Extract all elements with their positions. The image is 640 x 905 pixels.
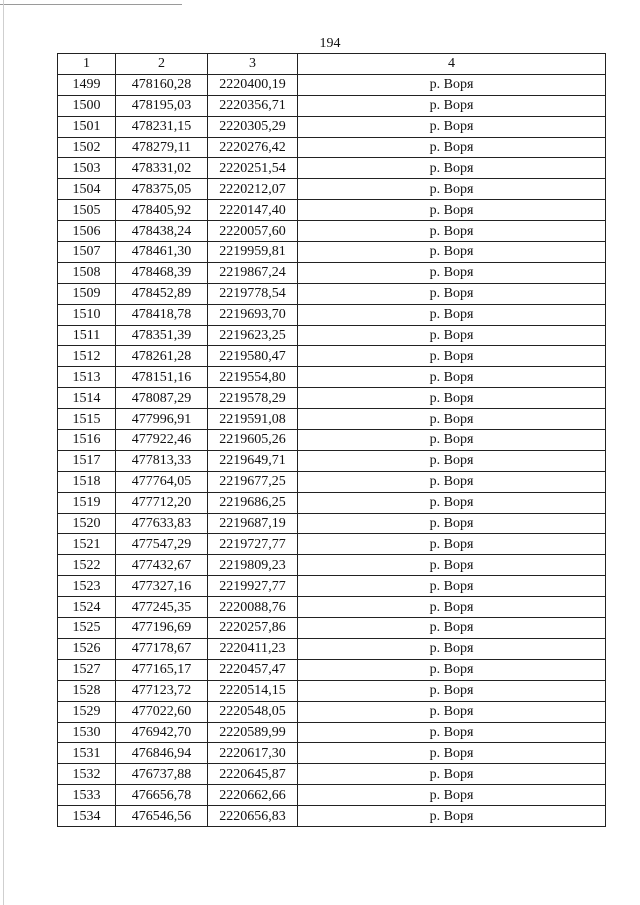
- description-cell: р. Воря: [298, 555, 606, 576]
- table-row: [58, 346, 606, 367]
- table-row: [58, 221, 606, 242]
- y-coordinate-cell: 2220457,47: [208, 659, 298, 680]
- point-number-cell: 1511: [58, 325, 116, 346]
- x-coordinate-cell: 478195,03: [116, 95, 208, 116]
- point-number-cell: 1506: [58, 221, 116, 242]
- table-row: [58, 659, 606, 680]
- y-coordinate-cell: 2220088,76: [208, 597, 298, 618]
- page-number: 194: [319, 36, 341, 51]
- y-coordinate-cell: 2219591,08: [208, 409, 298, 430]
- description-cell: р. Воря: [298, 638, 606, 659]
- point-number-cell: 1530: [58, 722, 116, 743]
- table-row: [58, 722, 606, 743]
- point-number-cell: 1522: [58, 555, 116, 576]
- y-coordinate-cell: 2219580,47: [208, 346, 298, 367]
- table-row: [58, 680, 606, 701]
- description-cell: р. Воря: [298, 513, 606, 534]
- point-number-cell: 1532: [58, 764, 116, 785]
- description-cell: р. Воря: [298, 471, 606, 492]
- x-coordinate-cell: 478151,16: [116, 367, 208, 388]
- table-row: [58, 409, 606, 430]
- description-cell: р. Воря: [298, 576, 606, 597]
- y-coordinate-cell: 2219959,81: [208, 242, 298, 263]
- y-coordinate-cell: 2219778,54: [208, 283, 298, 304]
- description-cell: р. Воря: [298, 450, 606, 471]
- x-coordinate-cell: 476546,56: [116, 806, 208, 827]
- x-coordinate-cell: 477327,16: [116, 576, 208, 597]
- table-row: [58, 137, 606, 158]
- table-body: [58, 74, 606, 826]
- x-coordinate-cell: 478279,11: [116, 137, 208, 158]
- description-cell: р. Воря: [298, 325, 606, 346]
- description-cell: р. Воря: [298, 367, 606, 388]
- description-cell: р. Воря: [298, 242, 606, 263]
- description-cell: р. Воря: [298, 388, 606, 409]
- table-row: [58, 471, 606, 492]
- y-coordinate-cell: 2220356,71: [208, 95, 298, 116]
- y-coordinate-cell: 2219686,25: [208, 492, 298, 513]
- x-coordinate-cell: 477633,83: [116, 513, 208, 534]
- table-row: [58, 200, 606, 221]
- table-row: [58, 450, 606, 471]
- table-row: [58, 262, 606, 283]
- point-number-cell: 1519: [58, 492, 116, 513]
- y-coordinate-cell: 2219623,25: [208, 325, 298, 346]
- y-coordinate-cell: 2219693,70: [208, 304, 298, 325]
- x-coordinate-cell: 478351,39: [116, 325, 208, 346]
- description-cell: р. Воря: [298, 158, 606, 179]
- column-header-4: 4: [298, 54, 606, 75]
- description-cell: р. Воря: [298, 262, 606, 283]
- description-cell: р. Воря: [298, 116, 606, 137]
- description-cell: р. Воря: [298, 701, 606, 722]
- point-number-cell: 1503: [58, 158, 116, 179]
- description-cell: р. Воря: [298, 304, 606, 325]
- table-row: [58, 806, 606, 827]
- y-coordinate-cell: 2220656,83: [208, 806, 298, 827]
- column-header-1: 1: [58, 54, 116, 75]
- description-cell: р. Воря: [298, 764, 606, 785]
- x-coordinate-cell: 476737,88: [116, 764, 208, 785]
- x-coordinate-cell: 476656,78: [116, 785, 208, 806]
- coordinates-table: [57, 53, 606, 827]
- description-cell: р. Воря: [298, 221, 606, 242]
- table-row: [58, 325, 606, 346]
- x-coordinate-cell: 478261,28: [116, 346, 208, 367]
- x-coordinate-cell: 477432,67: [116, 555, 208, 576]
- table-row: [58, 116, 606, 137]
- description-cell: р. Воря: [298, 409, 606, 430]
- x-coordinate-cell: 478461,30: [116, 242, 208, 263]
- table-row: [58, 158, 606, 179]
- x-coordinate-cell: 478231,15: [116, 116, 208, 137]
- x-coordinate-cell: 478405,92: [116, 200, 208, 221]
- description-cell: р. Воря: [298, 430, 606, 451]
- x-coordinate-cell: 478375,05: [116, 179, 208, 200]
- y-coordinate-cell: 2220645,87: [208, 764, 298, 785]
- x-coordinate-cell: 478468,39: [116, 262, 208, 283]
- point-number-cell: 1527: [58, 659, 116, 680]
- table-row: [58, 304, 606, 325]
- description-cell: р. Воря: [298, 806, 606, 827]
- x-coordinate-cell: 476846,94: [116, 743, 208, 764]
- y-coordinate-cell: 2220057,60: [208, 221, 298, 242]
- x-coordinate-cell: 477712,20: [116, 492, 208, 513]
- x-coordinate-cell: 477178,67: [116, 638, 208, 659]
- y-coordinate-cell: 2219605,26: [208, 430, 298, 451]
- y-coordinate-cell: 2220251,54: [208, 158, 298, 179]
- x-coordinate-cell: 477196,69: [116, 618, 208, 639]
- table-row: [58, 743, 606, 764]
- point-number-cell: 1505: [58, 200, 116, 221]
- point-number-cell: 1504: [58, 179, 116, 200]
- description-cell: р. Воря: [298, 74, 606, 95]
- table-row: [58, 764, 606, 785]
- point-number-cell: 1512: [58, 346, 116, 367]
- column-header-2: 2: [116, 54, 208, 75]
- description-cell: р. Воря: [298, 680, 606, 701]
- y-coordinate-cell: 2219554,80: [208, 367, 298, 388]
- point-number-cell: 1510: [58, 304, 116, 325]
- point-number-cell: 1515: [58, 409, 116, 430]
- table-row: [58, 367, 606, 388]
- y-coordinate-cell: 2219809,23: [208, 555, 298, 576]
- table-row: [58, 513, 606, 534]
- y-coordinate-cell: 2220514,15: [208, 680, 298, 701]
- y-coordinate-cell: 2220617,30: [208, 743, 298, 764]
- point-number-cell: 1500: [58, 95, 116, 116]
- table-row: [58, 576, 606, 597]
- y-coordinate-cell: 2220411,23: [208, 638, 298, 659]
- x-coordinate-cell: 478418,78: [116, 304, 208, 325]
- description-cell: р. Воря: [298, 492, 606, 513]
- y-coordinate-cell: 2220400,19: [208, 74, 298, 95]
- point-number-cell: 1514: [58, 388, 116, 409]
- y-coordinate-cell: 2220548,05: [208, 701, 298, 722]
- point-number-cell: 1516: [58, 430, 116, 451]
- x-coordinate-cell: 477245,35: [116, 597, 208, 618]
- table-row: [58, 534, 606, 555]
- x-coordinate-cell: 478452,89: [116, 283, 208, 304]
- y-coordinate-cell: 2220589,99: [208, 722, 298, 743]
- table-row: [58, 618, 606, 639]
- x-coordinate-cell: 478160,28: [116, 74, 208, 95]
- table-row: [58, 283, 606, 304]
- x-coordinate-cell: 478331,02: [116, 158, 208, 179]
- description-cell: р. Воря: [298, 283, 606, 304]
- x-coordinate-cell: 478087,29: [116, 388, 208, 409]
- description-cell: р. Воря: [298, 200, 606, 221]
- point-number-cell: 1531: [58, 743, 116, 764]
- table-row: [58, 388, 606, 409]
- table-row: [58, 95, 606, 116]
- table-row: [58, 242, 606, 263]
- x-coordinate-cell: 477165,17: [116, 659, 208, 680]
- y-coordinate-cell: 2220276,42: [208, 137, 298, 158]
- y-coordinate-cell: 2219649,71: [208, 450, 298, 471]
- point-number-cell: 1528: [58, 680, 116, 701]
- x-coordinate-cell: 478438,24: [116, 221, 208, 242]
- y-coordinate-cell: 2220305,29: [208, 116, 298, 137]
- column-header-3: 3: [208, 54, 298, 75]
- point-number-cell: 1507: [58, 242, 116, 263]
- table-header-row: [58, 54, 606, 75]
- y-coordinate-cell: 2219867,24: [208, 262, 298, 283]
- point-number-cell: 1501: [58, 116, 116, 137]
- point-number-cell: 1502: [58, 137, 116, 158]
- description-cell: р. Воря: [298, 597, 606, 618]
- y-coordinate-cell: 2220662,66: [208, 785, 298, 806]
- x-coordinate-cell: 477022,60: [116, 701, 208, 722]
- y-coordinate-cell: 2219677,25: [208, 471, 298, 492]
- point-number-cell: 1499: [58, 74, 116, 95]
- description-cell: р. Воря: [298, 618, 606, 639]
- table-row: [58, 430, 606, 451]
- point-number-cell: 1508: [58, 262, 116, 283]
- point-number-cell: 1525: [58, 618, 116, 639]
- point-number-cell: 1518: [58, 471, 116, 492]
- point-number-cell: 1523: [58, 576, 116, 597]
- description-cell: р. Воря: [298, 95, 606, 116]
- description-cell: р. Воря: [298, 137, 606, 158]
- y-coordinate-cell: 2220212,07: [208, 179, 298, 200]
- description-cell: р. Воря: [298, 659, 606, 680]
- x-coordinate-cell: 477813,33: [116, 450, 208, 471]
- table-row: [58, 785, 606, 806]
- table-row: [58, 638, 606, 659]
- description-cell: р. Воря: [298, 534, 606, 555]
- point-number-cell: 1526: [58, 638, 116, 659]
- table-row: [58, 74, 606, 95]
- point-number-cell: 1533: [58, 785, 116, 806]
- description-cell: р. Воря: [298, 785, 606, 806]
- scan-edge-line-top: [0, 4, 182, 5]
- x-coordinate-cell: 477922,46: [116, 430, 208, 451]
- x-coordinate-cell: 476942,70: [116, 722, 208, 743]
- y-coordinate-cell: 2220147,40: [208, 200, 298, 221]
- point-number-cell: 1529: [58, 701, 116, 722]
- point-number-cell: 1534: [58, 806, 116, 827]
- table-row: [58, 555, 606, 576]
- y-coordinate-cell: 2219687,19: [208, 513, 298, 534]
- point-number-cell: 1509: [58, 283, 116, 304]
- description-cell: р. Воря: [298, 179, 606, 200]
- table-row: [58, 179, 606, 200]
- description-cell: р. Воря: [298, 743, 606, 764]
- description-cell: р. Воря: [298, 722, 606, 743]
- x-coordinate-cell: 477996,91: [116, 409, 208, 430]
- scan-edge-line-left: [3, 0, 4, 905]
- description-cell: р. Воря: [298, 346, 606, 367]
- point-number-cell: 1524: [58, 597, 116, 618]
- point-number-cell: 1521: [58, 534, 116, 555]
- y-coordinate-cell: 2220257,86: [208, 618, 298, 639]
- y-coordinate-cell: 2219727,77: [208, 534, 298, 555]
- point-number-cell: 1517: [58, 450, 116, 471]
- x-coordinate-cell: 477547,29: [116, 534, 208, 555]
- point-number-cell: 1513: [58, 367, 116, 388]
- y-coordinate-cell: 2219927,77: [208, 576, 298, 597]
- x-coordinate-cell: 477123,72: [116, 680, 208, 701]
- table-row: [58, 492, 606, 513]
- point-number-cell: 1520: [58, 513, 116, 534]
- y-coordinate-cell: 2219578,29: [208, 388, 298, 409]
- x-coordinate-cell: 477764,05: [116, 471, 208, 492]
- table-row: [58, 597, 606, 618]
- table-row: [58, 701, 606, 722]
